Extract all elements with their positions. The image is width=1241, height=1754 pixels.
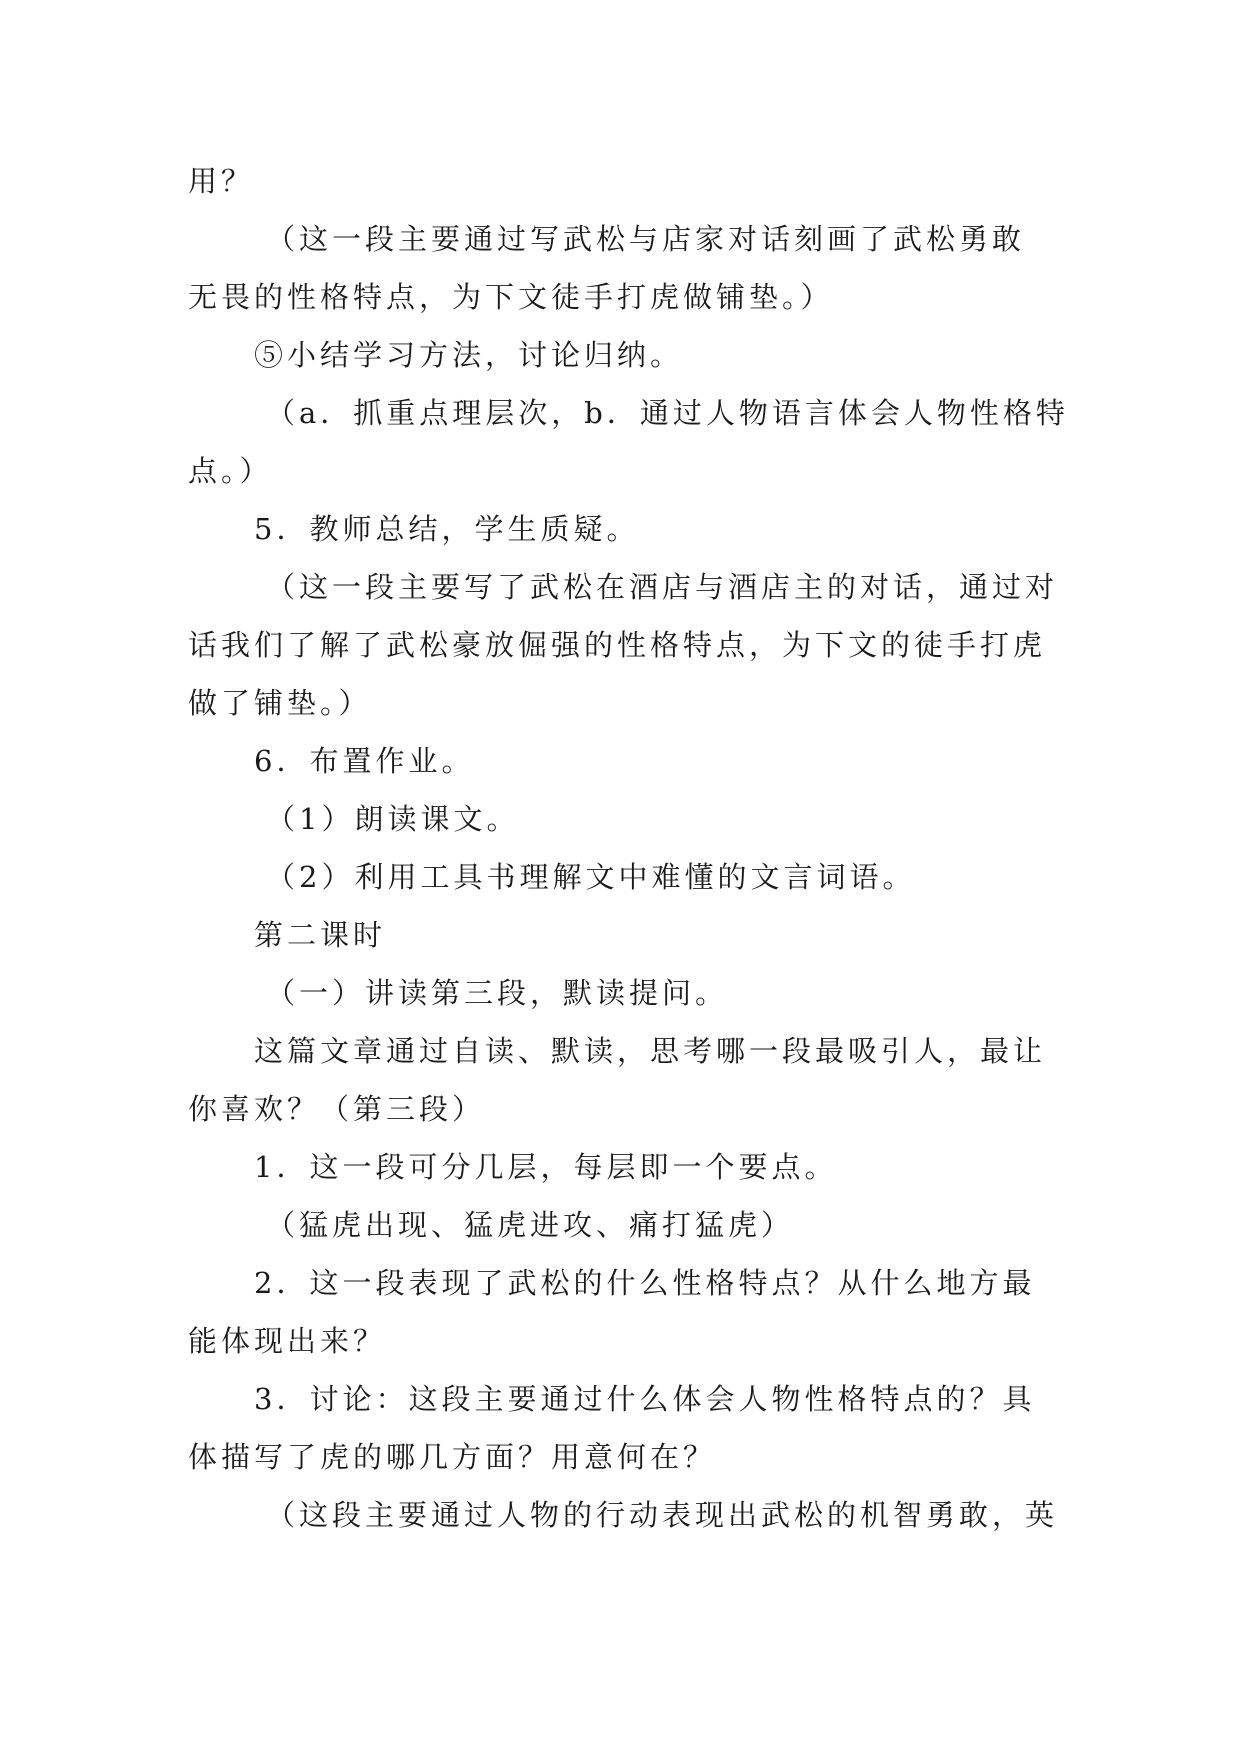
text-line: 无畏的性格特点，为下文徒手打虎做铺垫。） (188, 280, 834, 314)
text-line: （这一段主要通过写武松与店家对话刻画了武松勇敢 (266, 222, 1026, 256)
text-line: 这篇文章通过自读、默读，思考哪一段最吸引人，最让 (254, 1034, 1047, 1068)
text-line: （一）讲读第三段，默读提问。 (266, 976, 729, 1010)
text-line: （这段主要通过人物的行动表现出武松的机智勇敢，英 (266, 1498, 1059, 1532)
text-line: 能体现出来？ (188, 1324, 387, 1358)
text-line: （猛虎出现、猛虎进攻、痛打猛虎） (266, 1208, 795, 1242)
text-line: 话我们了解了武松豪放倔强的性格特点，为下文的徒手打虎 (188, 628, 1047, 662)
text-line: 3．讨论：这段主要通过什么体会人物性格特点的？具 (254, 1382, 1036, 1416)
text-line: 2．这一段表现了武松的什么性格特点？从什么地方最 (254, 1266, 1036, 1300)
text-line: 5．教师总结，学生质疑。 (254, 512, 640, 546)
text-line: 你喜欢？（第三段） (188, 1092, 486, 1126)
text-line: ⑤小结学习方法，讨论归纳。 (254, 338, 684, 372)
text-line: 第二课时 (254, 918, 387, 952)
text-line: （1）朗读课文。 (266, 802, 520, 836)
text-line: 做了铺垫。） (188, 686, 372, 720)
text-line: 体描写了虎的哪几方面？用意何在？ (188, 1440, 717, 1474)
text-line: 点。） (188, 454, 273, 488)
text-line: （a．抓重点理层次，b．通过人物语言体会人物性格特 (266, 396, 1069, 430)
text-line: （2）利用工具书理解文中难懂的文言词语。 (266, 860, 916, 894)
text-line: 用？ (188, 164, 255, 198)
text-line: （这一段主要写了武松在酒店与酒店主的对话，通过对 (266, 570, 1059, 604)
document-body (188, 152, 1069, 1544)
text-line: 1．这一段可分几层，每层即一个要点。 (254, 1150, 838, 1184)
text-line: 6．布置作业。 (254, 744, 475, 778)
